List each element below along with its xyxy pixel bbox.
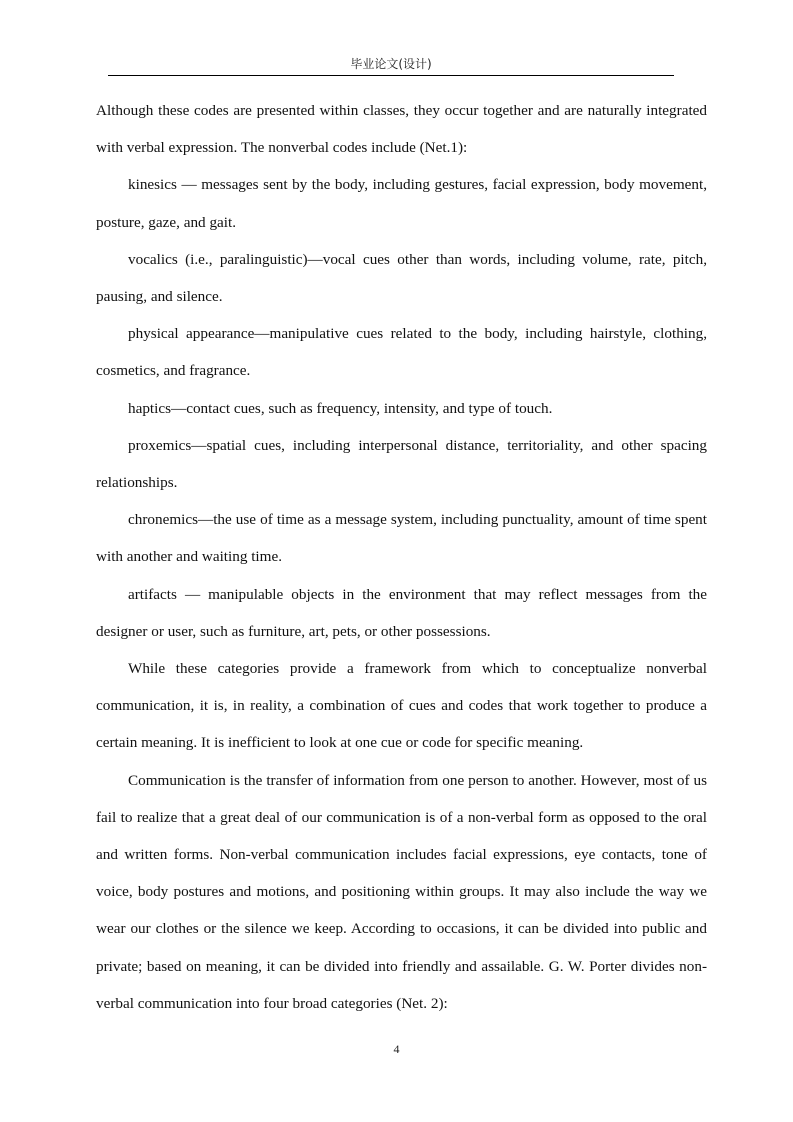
communication-paragraph: Communication is the transfer of information from one person to another. However, most of us fail to realize that a great deal of our communication is of a non-verbal form as opposed to the oral and written forms. Non-verbal communication includes facial expressions, eye contacts, tone of voice, body postures and motions, and positioning within groups. It may also include the way we wear our clothes or the silence we keep. According to occasions, it can be divided into public and private; based on meaning, it can be divided into friendly and assailable. G. W. Porter divides non-verbal communication into four broad categories (Net. 2):: [96, 771, 707, 1012]
proxemics-paragraph: proxemics—spatial cues, including interpersonal distance, territoriality, and other spacing relationships.: [96, 436, 707, 492]
kinesics-paragraph: kinesics — messages sent by the body, including gestures, facial expression, body movement, posture, gaze, and gait.: [96, 176, 707, 231]
haptics-paragraph: haptics—contact cues, such as frequency, intensity, and type of touch.: [128, 399, 553, 417]
page-number: 4: [393, 1042, 400, 1056]
physical-appearance-paragraph: physical appearance—manipulative cues related to the body, including hairstyle, clothing, cosmetics, and fragrance.: [96, 325, 707, 380]
document-body: [96, 92, 707, 1022]
artifacts-paragraph: artifacts — manipulable objects in the environment that may reflect messages from the designer or user, such as furniture, art, pets, or other possessions.: [96, 585, 707, 640]
page-header: [108, 56, 674, 76]
chronemics-paragraph: chronemics—the use of time as a message system, including punctuality, amount of time spent with another and waiting time.: [96, 511, 707, 566]
vocalics-paragraph: vocalics (i.e., paralinguistic)—vocal cues other than words, including volume, rate, pitch, pausing, and silence.: [96, 250, 707, 306]
framework-paragraph: While these categories provide a framework from which to conceptualize nonverbal communication, it is, in reality, a combination of cues and codes that work together to produce a certain meaning. It is inefficient to look at one cue or code for specific meaning.: [96, 660, 707, 752]
intro-paragraph: Although these codes are presented within classes, they occur together and are naturally integrated with verbal expression. The nonverbal codes include (Net.1):: [96, 102, 707, 157]
header-title: 毕业论文(设计): [350, 57, 432, 71]
